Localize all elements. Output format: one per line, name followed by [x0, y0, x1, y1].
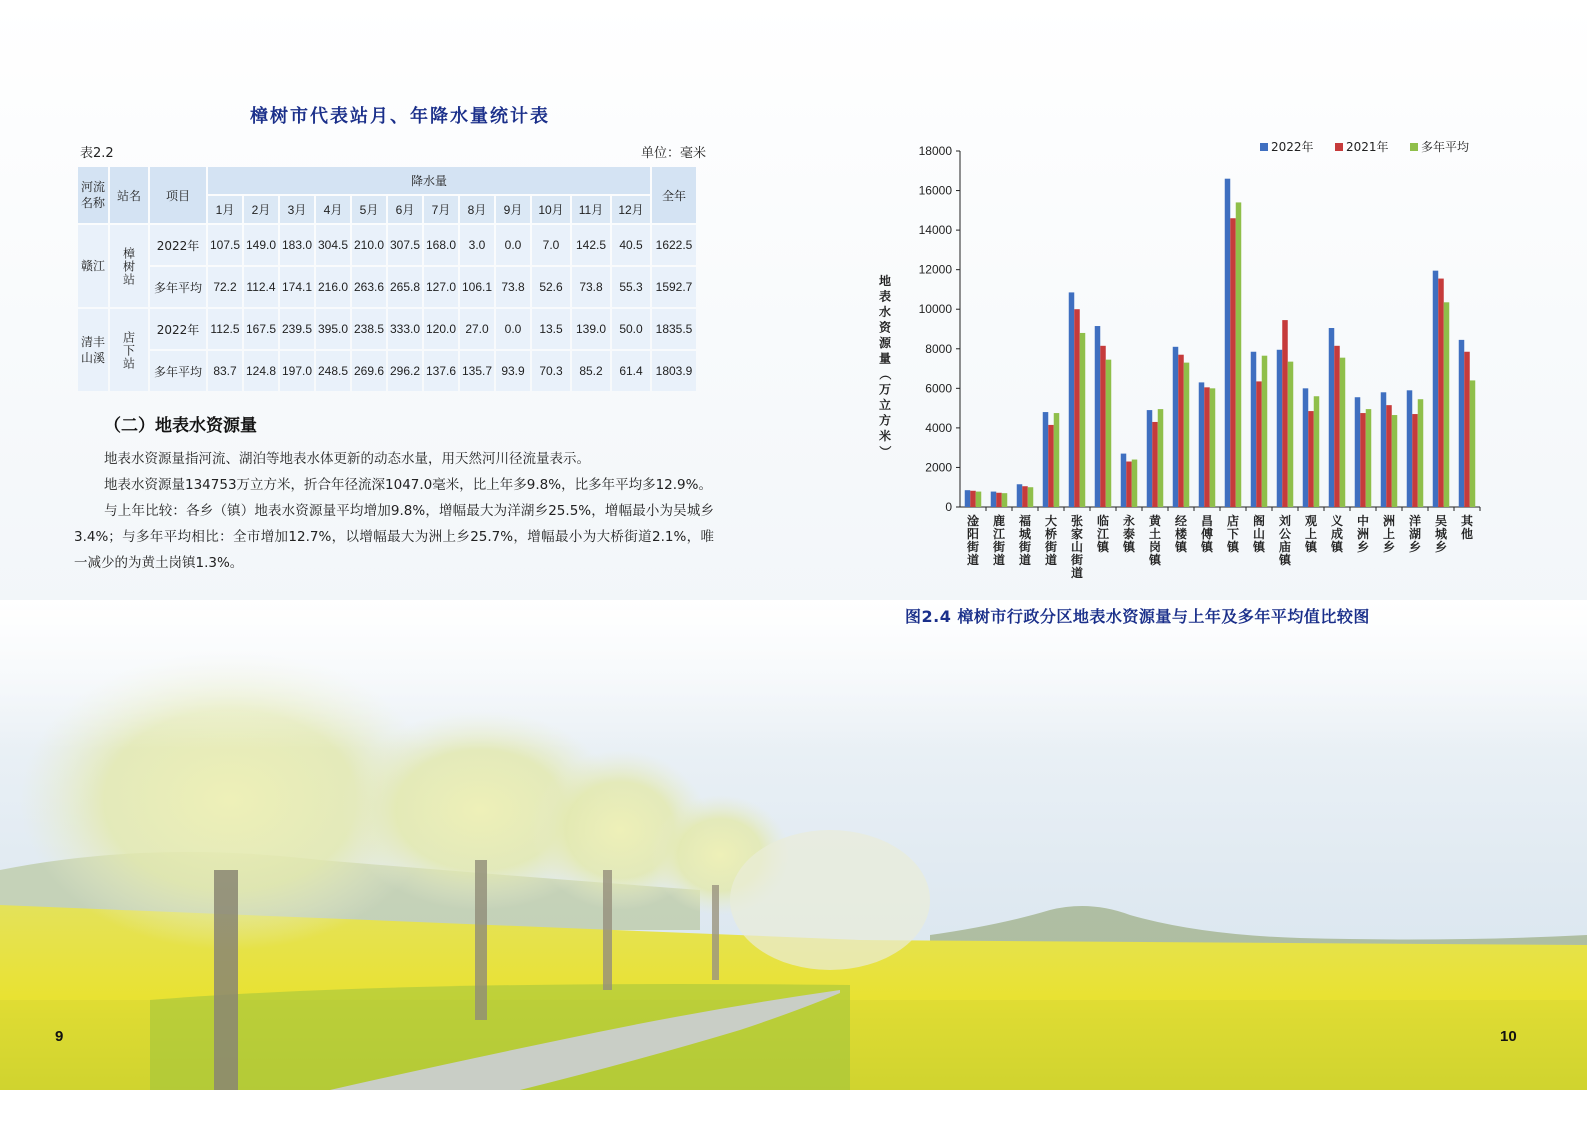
bar	[1017, 484, 1023, 507]
y-tick-label: 6000	[925, 381, 952, 396]
paragraph-2: 地表水资源量134753万立方米，折合年径流深1047.0毫米，比上年多9.8%，比多年平均多12.9%。	[104, 477, 712, 493]
value-cell: 167.5	[244, 309, 278, 349]
bar	[1366, 409, 1372, 507]
x-tick-label-char: 临	[1096, 514, 1110, 528]
x-tick-label-char: 湖	[1408, 527, 1422, 541]
legend-swatch	[1410, 143, 1418, 151]
month-header: 7月	[424, 196, 458, 223]
legend-label: 2022年	[1271, 140, 1314, 154]
table-meta	[70, 142, 720, 161]
row-item: 多年平均	[150, 267, 206, 307]
x-tick-label-char: 他	[1460, 527, 1474, 541]
value-cell: 137.6	[424, 351, 458, 391]
station-name: 店下站	[110, 309, 148, 391]
river-name: 赣江	[78, 225, 108, 307]
x-tick-label-char: 淦	[966, 514, 980, 528]
bar	[1418, 399, 1424, 507]
section-title: （二）地表水资源量	[104, 416, 257, 436]
bar	[1147, 410, 1153, 507]
x-tick-label-char: 傅	[1200, 527, 1214, 541]
month-header: 9月	[496, 196, 530, 223]
value-cell: 238.5	[352, 309, 386, 349]
month-header: 5月	[352, 196, 386, 223]
bar	[1251, 352, 1257, 507]
y-tick-label: 2000	[925, 460, 952, 475]
bar	[1386, 405, 1392, 507]
value-cell: 395.0	[316, 309, 350, 349]
bar	[1470, 380, 1476, 507]
bar	[1459, 340, 1465, 507]
header-river: 河流名称	[78, 167, 108, 223]
bar	[1303, 388, 1309, 507]
bar	[1158, 409, 1164, 507]
x-tick-label-char: 江	[992, 527, 1006, 541]
bar	[1184, 363, 1190, 507]
y-tick-label: 8000	[925, 341, 952, 356]
y-axis-label-char: 水	[878, 305, 892, 319]
x-tick-label-char: 福	[1018, 514, 1032, 528]
bar	[1288, 362, 1294, 507]
x-tick-label-char: 泰	[1122, 527, 1136, 541]
bar	[1173, 347, 1179, 507]
month-header: 1月	[208, 196, 242, 223]
bar	[1407, 390, 1413, 507]
y-tick-label: 10000	[918, 302, 952, 317]
x-tick-label-char: 道	[966, 553, 980, 567]
value-cell: 7.0	[532, 225, 570, 265]
bar	[1355, 397, 1361, 507]
value-cell: 120.0	[424, 309, 458, 349]
x-tick-label-char: 下	[1226, 527, 1240, 541]
page-number-left: 9	[55, 1028, 64, 1045]
x-tick-label-char: 镇	[1096, 540, 1110, 554]
bar	[1236, 202, 1242, 507]
bar	[970, 491, 976, 507]
value-cell: 61.4	[612, 351, 650, 391]
y-tick-label: 4000	[925, 420, 952, 435]
bar	[1392, 415, 1398, 507]
bar	[1412, 414, 1418, 507]
paragraph-3: 与上年比较：各乡（镇）地表水资源量平均增加9.8%，增幅最大为洋湖乡25.5%，增幅最小为吴城乡3.4%；与多年平均相比：全市增加12.7%，以增幅最大为洲上乡25.7%，增幅最小为大桥街道2.1%，唯一减少的为黄土岗镇1.3%。	[74, 503, 714, 571]
x-tick-label-char: 永	[1122, 514, 1136, 528]
bar	[1210, 388, 1216, 507]
y-axis-label-char: 方	[878, 413, 892, 428]
x-tick-label-char: 上	[1382, 527, 1396, 541]
bar	[1329, 328, 1335, 507]
bar	[1002, 493, 1008, 507]
value-cell: 307.5	[388, 225, 422, 265]
y-tick-label: 18000	[918, 144, 952, 158]
x-tick-label-char: 成	[1330, 527, 1344, 541]
value-cell: 106.1	[460, 267, 494, 307]
x-tick-label-char: 岗	[1148, 540, 1162, 554]
value-cell: 269.6	[352, 351, 386, 391]
y-tick-label: 16000	[918, 183, 952, 198]
month-header: 10月	[532, 196, 570, 223]
surface-water-chart	[860, 135, 1500, 585]
value-cell: 72.2	[208, 267, 242, 307]
x-tick-label-char: 乡	[1356, 540, 1370, 554]
x-tick-label-char: 山	[1252, 527, 1266, 541]
bar	[1069, 292, 1075, 507]
bar	[991, 492, 997, 507]
value-cell: 248.5	[316, 351, 350, 391]
header-precip: 降水量	[208, 167, 650, 194]
legend-label: 2021年	[1346, 140, 1389, 154]
x-tick-label-char: 道	[1018, 553, 1032, 567]
left-page	[70, 90, 720, 576]
x-tick-label-char: 镇	[1148, 553, 1162, 567]
x-tick-label-char: 街	[966, 540, 980, 554]
x-tick-label-char: 街	[1018, 540, 1032, 554]
bar	[1360, 413, 1366, 507]
bar	[1464, 352, 1470, 507]
y-axis-label-char: 源	[878, 336, 892, 350]
x-tick-label-char: 土	[1148, 527, 1162, 541]
y-axis-label-char: 表	[878, 289, 892, 304]
bar	[965, 490, 971, 507]
bar	[1028, 487, 1034, 507]
value-cell: 263.6	[352, 267, 386, 307]
x-tick-label-char: 大	[1044, 514, 1058, 528]
x-tick-label-char: 昌	[1200, 514, 1214, 528]
x-tick-label-char: 镇	[1226, 540, 1240, 554]
table-row	[78, 309, 696, 349]
y-axis-label-char: 地	[878, 274, 892, 288]
value-cell: 139.0	[572, 309, 610, 349]
table-row	[78, 351, 696, 391]
x-tick-label-char: 鹿	[992, 514, 1006, 528]
bar	[1438, 279, 1444, 507]
station-name: 樟树站	[110, 225, 148, 307]
month-header: 4月	[316, 196, 350, 223]
table-row	[78, 225, 696, 265]
x-tick-label-char: 城	[1434, 527, 1448, 541]
y-tick-label: 12000	[918, 262, 952, 277]
table-body	[78, 225, 696, 391]
month-header: 11月	[572, 196, 610, 223]
annual-cell: 1803.9	[652, 351, 696, 391]
x-tick-label-char: 家	[1070, 527, 1084, 541]
table-unit: 单位：毫米	[640, 146, 706, 161]
table-number: 表2.2	[80, 146, 114, 161]
bar	[1225, 179, 1231, 507]
x-tick-label-char: 店	[1226, 514, 1240, 528]
x-tick-label-char: 镇	[1330, 540, 1344, 554]
bar	[1100, 346, 1106, 507]
row-item: 2022年	[150, 309, 206, 349]
bar	[1074, 309, 1080, 507]
bar	[1022, 486, 1028, 507]
x-tick-label-char: 吴	[1434, 514, 1448, 528]
bar	[1048, 425, 1054, 507]
x-tick-label-char: 张	[1070, 514, 1084, 528]
x-tick-label-char: 乡	[1382, 540, 1396, 554]
x-tick-label-char: 镇	[1200, 540, 1214, 554]
value-cell: 210.0	[352, 225, 386, 265]
x-tick-label-char: 观	[1304, 514, 1318, 528]
y-axis-label-char: （	[878, 367, 892, 381]
month-header: 12月	[612, 196, 650, 223]
x-tick-label-char: 阁	[1252, 514, 1266, 528]
page-number-right: 10	[1500, 1028, 1517, 1045]
value-cell: 216.0	[316, 267, 350, 307]
bar	[1334, 346, 1340, 507]
y-axis-label-char: 米	[878, 429, 892, 443]
value-cell: 55.3	[612, 267, 650, 307]
row-item: 2022年	[150, 225, 206, 265]
x-tick-label-char: 镇	[1304, 540, 1318, 554]
x-tick-label-char: 街	[992, 540, 1006, 554]
y-tick-label: 0	[945, 500, 952, 514]
bar	[1340, 358, 1346, 507]
x-tick-label-char: 楼	[1174, 527, 1188, 541]
value-cell: 112.5	[208, 309, 242, 349]
bar	[1054, 413, 1060, 507]
y-axis-label-char: 立	[878, 398, 892, 412]
x-tick-label-char: 上	[1304, 527, 1318, 541]
x-tick-label-char: 镇	[1174, 540, 1188, 554]
x-tick-label-char: 义	[1330, 514, 1344, 528]
annual-cell: 1835.5	[652, 309, 696, 349]
x-tick-label-char: 道	[1070, 566, 1084, 580]
x-tick-label-char: 城	[1018, 527, 1032, 541]
bar	[1126, 462, 1132, 507]
x-tick-label-char: 道	[1044, 553, 1058, 567]
bar	[1178, 355, 1184, 507]
x-tick-label-char: 中	[1356, 514, 1370, 528]
legend-label: 多年平均	[1421, 140, 1470, 154]
x-tick-label-char: 镇	[1122, 540, 1136, 554]
header-station: 站名	[110, 167, 148, 223]
value-cell: 296.2	[388, 351, 422, 391]
value-cell: 40.5	[612, 225, 650, 265]
x-tick-label-char: 镇	[1252, 540, 1266, 554]
header-annual: 全年	[652, 167, 696, 223]
value-cell: 83.7	[208, 351, 242, 391]
x-tick-label-char: 经	[1174, 514, 1188, 528]
bar	[1256, 381, 1262, 507]
value-cell: 112.4	[244, 267, 278, 307]
value-cell: 142.5	[572, 225, 610, 265]
bar	[1043, 412, 1049, 507]
value-cell: 127.0	[424, 267, 458, 307]
value-cell: 124.8	[244, 351, 278, 391]
value-cell: 333.0	[388, 309, 422, 349]
figure-caption: 图2.4 樟树市行政分区地表水资源量与上年及多年平均值比较图	[905, 607, 1370, 626]
value-cell: 265.8	[388, 267, 422, 307]
value-cell: 135.7	[460, 351, 494, 391]
y-axis-label-char: 量	[878, 351, 892, 366]
bar	[1199, 382, 1205, 507]
value-cell: 168.0	[424, 225, 458, 265]
y-tick-label: 14000	[918, 223, 952, 238]
bar	[1095, 326, 1101, 507]
x-tick-label-char: 庙	[1278, 540, 1292, 554]
x-tick-label-char: 公	[1278, 527, 1292, 541]
month-header: 6月	[388, 196, 422, 223]
x-tick-label-char: 街	[1070, 553, 1084, 567]
x-tick-label-char: 阳	[966, 527, 980, 541]
x-tick-label-char: 道	[992, 553, 1006, 567]
value-cell: 149.0	[244, 225, 278, 265]
value-cell: 93.9	[496, 351, 530, 391]
precipitation-table	[76, 165, 698, 393]
x-tick-label-char: 洲	[1356, 527, 1370, 541]
table-row	[78, 267, 696, 307]
y-axis-label-char: 资	[878, 320, 892, 335]
value-cell: 107.5	[208, 225, 242, 265]
value-cell: 13.5	[532, 309, 570, 349]
bar	[1444, 302, 1450, 507]
month-header: 3月	[280, 196, 314, 223]
month-header: 2月	[244, 196, 278, 223]
value-cell: 73.8	[572, 267, 610, 307]
bar	[1308, 411, 1314, 507]
value-cell: 50.0	[612, 309, 650, 349]
bar	[976, 492, 982, 507]
month-header: 8月	[460, 196, 494, 223]
paragraph-1: 地表水资源量指河流、湖泊等地表水体更新的动态水量，用天然河川径流量表示。	[104, 451, 590, 467]
value-cell: 52.6	[532, 267, 570, 307]
row-item: 多年平均	[150, 351, 206, 391]
x-tick-label-char: 江	[1096, 527, 1110, 541]
bar	[1262, 356, 1268, 507]
x-tick-label-char: 镇	[1278, 553, 1292, 567]
bar	[1314, 396, 1320, 507]
river-name: 清丰山溪	[78, 309, 108, 391]
value-cell: 0.0	[496, 225, 530, 265]
x-tick-label-char: 街	[1044, 540, 1058, 554]
bar	[996, 493, 1002, 507]
bar	[1152, 422, 1158, 507]
legend-swatch	[1260, 143, 1268, 151]
value-cell: 27.0	[460, 309, 494, 349]
bar	[1282, 320, 1288, 507]
y-axis-label-char: ）	[878, 445, 892, 458]
value-cell: 304.5	[316, 225, 350, 265]
x-tick-label-char: 刘	[1278, 514, 1292, 528]
y-axis-label-char: 万	[878, 382, 892, 397]
bar	[1106, 360, 1112, 507]
value-cell: 70.3	[532, 351, 570, 391]
value-cell: 174.1	[280, 267, 314, 307]
value-cell: 197.0	[280, 351, 314, 391]
value-cell: 0.0	[496, 309, 530, 349]
x-tick-label-char: 洲	[1382, 514, 1396, 528]
bar	[1433, 271, 1439, 507]
bar	[1204, 387, 1210, 507]
annual-cell: 1622.5	[652, 225, 696, 265]
bar	[1080, 333, 1086, 507]
bar	[1277, 350, 1283, 507]
annual-cell: 1592.7	[652, 267, 696, 307]
value-cell: 3.0	[460, 225, 494, 265]
bar	[1121, 454, 1127, 507]
value-cell: 85.2	[572, 351, 610, 391]
x-tick-label-char: 乡	[1434, 540, 1448, 554]
table-title: 樟树市代表站月、年降水量统计表	[250, 106, 550, 127]
value-cell: 239.5	[280, 309, 314, 349]
value-cell: 183.0	[280, 225, 314, 265]
legend-swatch	[1335, 143, 1343, 151]
x-tick-label-char: 山	[1070, 540, 1084, 554]
x-tick-label-char: 黄	[1148, 514, 1162, 528]
x-tick-label-char: 洋	[1408, 514, 1422, 528]
x-tick-label-char: 其	[1460, 514, 1474, 528]
header-item: 项目	[150, 167, 206, 223]
x-tick-label-char: 桥	[1044, 527, 1058, 541]
x-tick-label-char: 乡	[1408, 540, 1422, 554]
bar	[1230, 218, 1236, 507]
value-cell: 73.8	[496, 267, 530, 307]
bar	[1381, 392, 1387, 507]
bar	[1132, 460, 1138, 507]
